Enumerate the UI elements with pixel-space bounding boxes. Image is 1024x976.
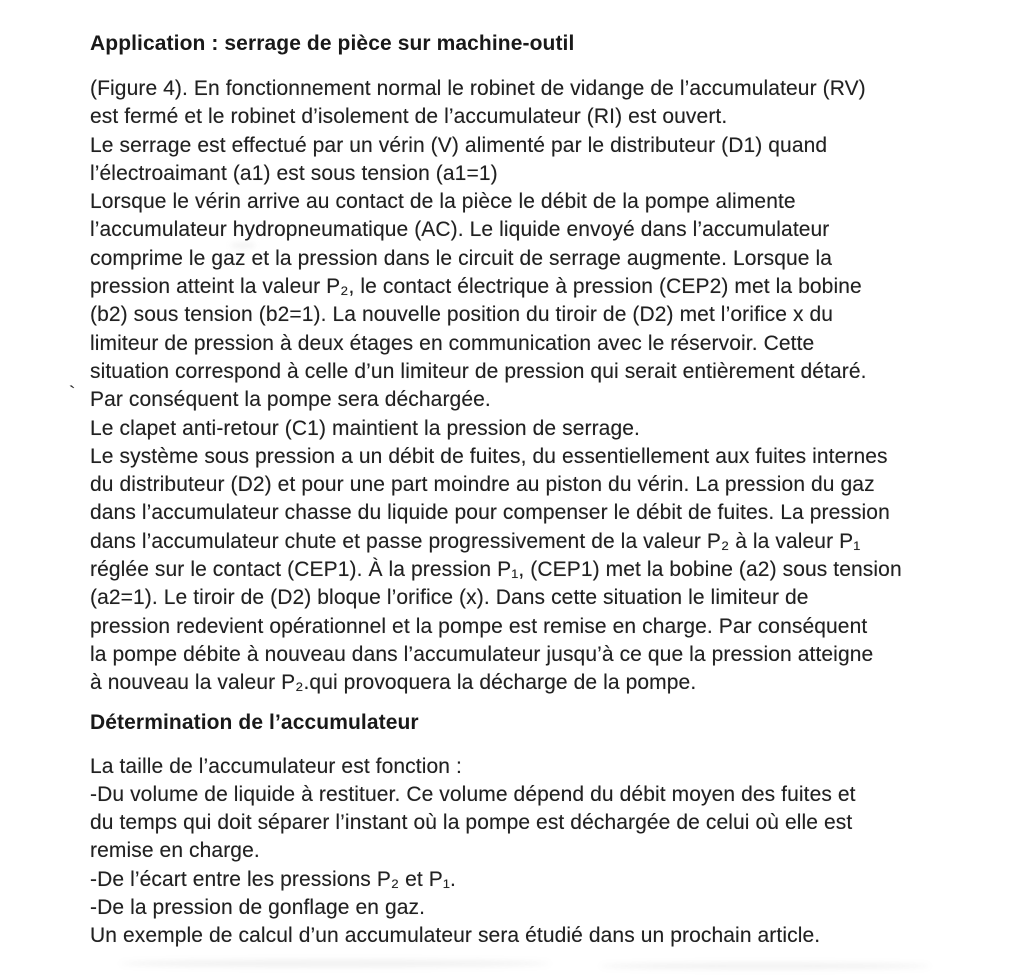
- paragraph-line: -De l’écart entre les pressions P₂ et P₁.: [90, 867, 456, 891]
- paragraph-line: Par conséquent la pompe sera déchargée.: [90, 388, 491, 412]
- paragraph-line: du temps qui doit séparer l’instant où la pompe est déchargée de celui où elle est: [90, 811, 853, 835]
- paragraph-line: limiteur de pression à deux étages en communication avec le réservoir. Cette: [90, 331, 815, 355]
- document-content: [90, 32, 990, 951]
- paragraph-line: Le système sous pression a un débit de fuites, du essentiellement aux fuites internes: [90, 444, 888, 468]
- heading-determination: Détermination de l’accumulateur: [90, 710, 419, 734]
- paragraph-line: (Figure 4). En fonctionnement normal le robinet de vidange de l’accumulateur (RV): [90, 77, 866, 100]
- paragraph-line: La taille de l’accumulateur est fonction :: [90, 754, 462, 778]
- paragraph-line: Le serrage est effectué par un vérin (V) alimenté par le distributeur (D1) quand: [90, 133, 828, 157]
- paragraph-line: pression redevient opérationnel et la pompe est remise en charge. Par conséquent: [90, 614, 868, 638]
- scan-artifact: [600, 963, 930, 969]
- paragraph-line: l’électroaimant (a1) est sous tension (a1=1): [90, 161, 498, 185]
- paragraph-line: du distributeur (D2) et pour une part moindre au piston du vérin. La pression du gaz: [90, 473, 875, 497]
- paragraph-application: [90, 75, 990, 698]
- paragraph-line: Lorsque le vérin arrive au contact de la pièce le débit de la pompe alimente: [90, 190, 796, 214]
- heading-application: Application : serrage de pièce sur machine-outil: [90, 32, 575, 55]
- paragraph-line: l’accumulateur hydropneumatique (AC). Le liquide envoyé dans l’accumulateur: [90, 218, 830, 242]
- paragraph-determination: [90, 753, 990, 951]
- paragraph-line: est fermé et le robinet d’isolement de l’accumulateur (RI) est ouvert.: [90, 105, 728, 129]
- paragraph-line: réglée sur le contact (CEP1). À la pression P₁, (CEP1) met la bobine (a2) sous tension: [90, 558, 902, 582]
- paragraph-line: dans l’accumulateur chasse du liquide pour compenser le débit de fuites. La pression: [90, 501, 890, 525]
- paragraph-line: -De la pression de gonflage en gaz.: [90, 896, 426, 920]
- paragraph-line: la pompe débite à nouveau dans l’accumulateur jusqu’à ce que la pression atteigne: [90, 642, 874, 666]
- paragraph-line: situation correspond à celle d’un limiteur de pression qui serait entièrement détaré.: [90, 359, 867, 383]
- paragraph-line: à nouveau la valeur P₂.qui provoquera la décharge de la pompe.: [90, 671, 697, 695]
- paragraph-line: (a2=1). Le tiroir de (D2) bloque l’orifice (x). Dans cette situation le limiteur de: [90, 586, 809, 610]
- paragraph-line: pression atteint la valeur P₂, le contact électrique à pression (CEP2) met la bobine: [90, 275, 862, 299]
- paragraph-line: Le clapet anti-retour (C1) maintient la pression de serrage.: [90, 416, 640, 440]
- paragraph-line: comprime le gaz et la pression dans le circuit de serrage augmente. Lorsque la: [90, 246, 833, 270]
- paragraph-line: Un exemple de calcul d’un accumulateur sera étudié dans un prochain article.: [90, 924, 821, 948]
- paragraph-line: dans l’accumulateur chute et passe progressivement de la valeur P₂ à la valeur P₁: [90, 529, 861, 553]
- paragraph-line: (b2) sous tension (b2=1). La nouvelle position du tiroir de (D2) met l’orifice x du: [90, 303, 834, 327]
- paragraph-line: remise en charge.: [90, 839, 260, 863]
- scan-artifact: [120, 960, 550, 967]
- stray-pen-mark: `: [68, 382, 79, 406]
- paragraph-line: -Du volume de liquide à restituer. Ce volume dépend du débit moyen des fuites et: [90, 782, 856, 806]
